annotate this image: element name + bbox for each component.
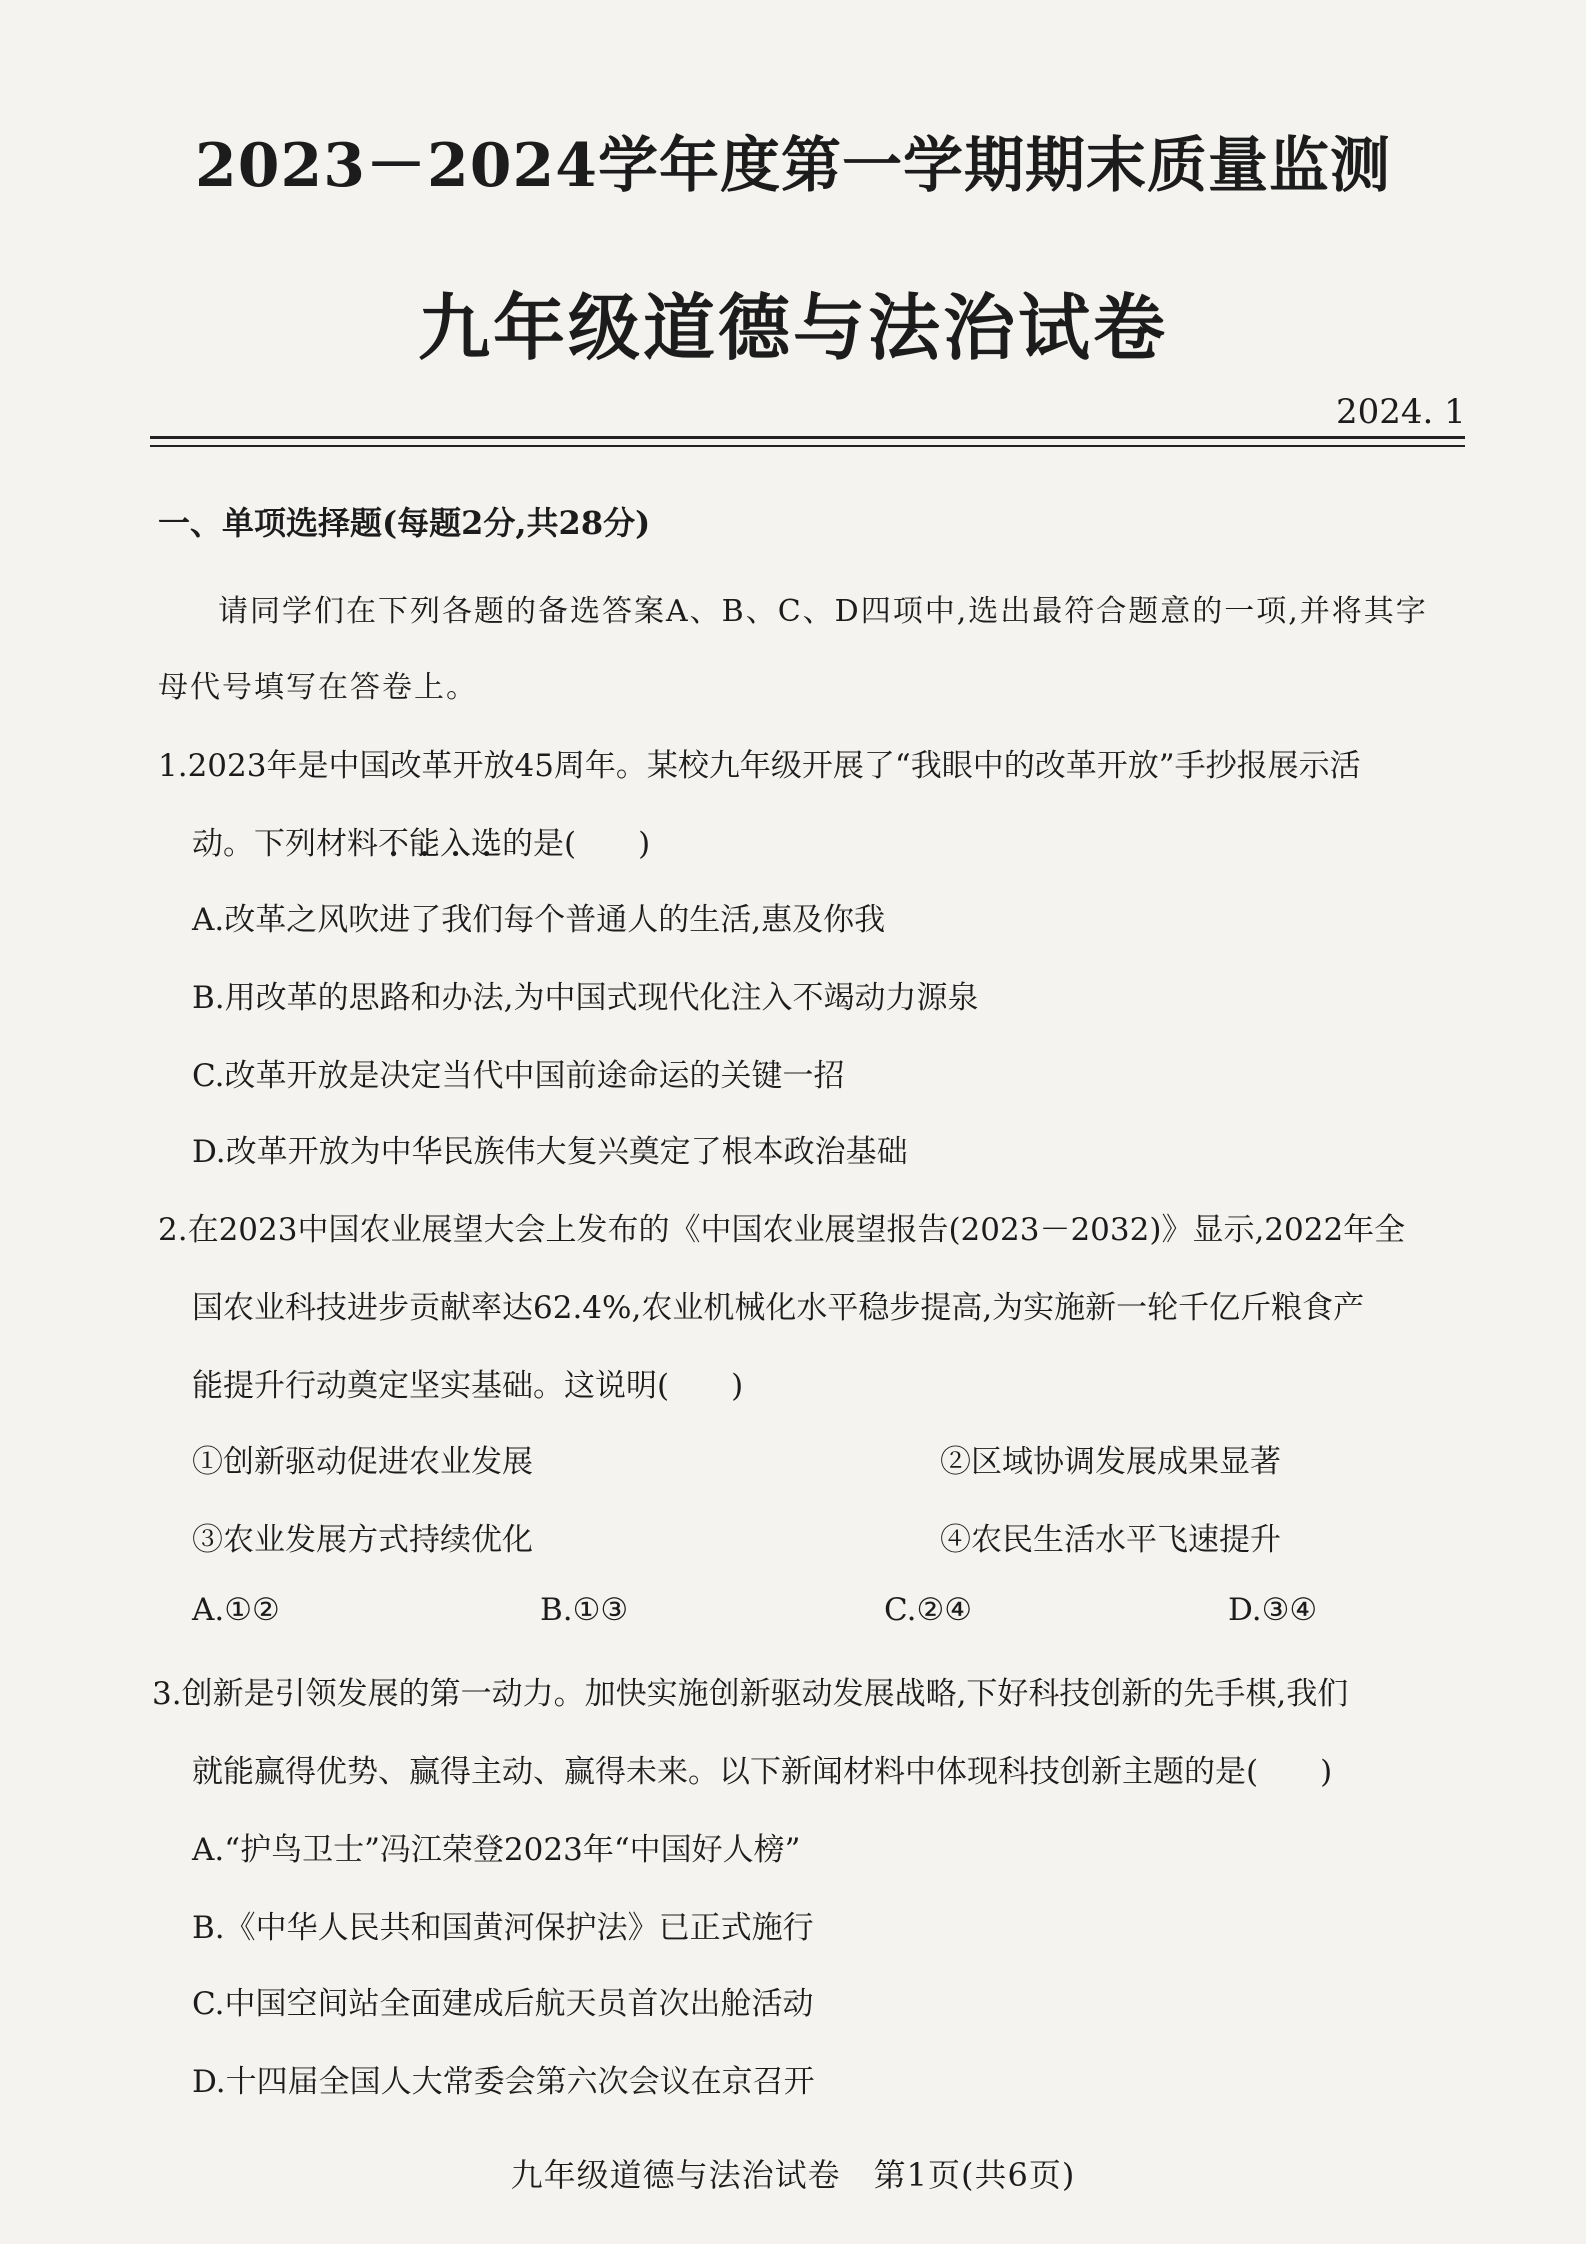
- q2-stem-line-3: 能提升行动奠定坚实基础。这说明( ): [192, 1368, 744, 1404]
- q1-option-c: C.改革开放是决定当代中国前途命运的关键一招: [192, 1058, 845, 1094]
- exam-date: 2024. 1: [1336, 392, 1466, 432]
- q3-option-c: C.中国空间站全面建成后航天员首次出舱活动: [192, 1986, 814, 2022]
- q2-option-b: B.①③: [540, 1592, 629, 1628]
- q3-stem-line-1: 3.创新是引领发展的第一动力。加快实施创新驱动发展战略,下好科技创新的先手棋,我们: [152, 1676, 1349, 1712]
- exam-subtitle: 九年级道德与法治试卷: [417, 285, 1168, 370]
- q1-option-b: B.用改革的思路和办法,为中国式现代化注入不竭动力源泉: [192, 980, 979, 1016]
- q1-stem-pre: 动。下列材料: [192, 826, 378, 862]
- q2-stem-line-1: 2.在2023中国农业展望大会上发布的《中国农业展望报告(2023－2032)》显示,2022年全: [158, 1212, 1406, 1248]
- q3-option-d: D.十四届全国人大常委会第六次会议在京召开: [192, 2064, 815, 2100]
- q2-item-2: ②区域协调发展成果显著: [940, 1444, 1281, 1480]
- section-heading: 一、单项选择题(每题2分,共28分): [158, 504, 651, 542]
- q1-option-a: A.改革之风吹进了我们每个普通人的生活,惠及你我: [192, 902, 886, 938]
- header-rule-thick: [150, 436, 1465, 439]
- exam-title: 2023－2024学年度第一学期期末质量监测: [195, 131, 1391, 201]
- q3-option-b: B.《中华人民共和国黄河保护法》已正式施行: [192, 1910, 814, 1946]
- header-rule-thin: [150, 445, 1465, 447]
- q2-option-a: A.①②: [192, 1592, 280, 1628]
- q1-emph-char-1: 不: [378, 826, 409, 862]
- q2-item-4: ④农民生活水平飞速提升: [940, 1522, 1281, 1558]
- q3-stem-line-2: 就能赢得优势、赢得主动、赢得未来。以下新闻材料中体现科技创新主题的是( ): [192, 1754, 1333, 1790]
- q1-emph-char-3: 入: [440, 826, 471, 862]
- q1-stem-post: 的是( ): [502, 826, 651, 862]
- q1-stem-line-2: [192, 818, 650, 863]
- instruction-line-1: 请同学们在下列各题的备选答案A、B、C、D四项中,选出最符合题意的一项,并将其字: [218, 594, 1428, 629]
- q2-item-3: ③农业发展方式持续优化: [192, 1522, 533, 1558]
- q1-emph-char-2: 能: [409, 826, 440, 862]
- q1-option-d: D.改革开放为中华民族伟大复兴奠定了根本政治基础: [192, 1134, 908, 1170]
- q2-item-1: ①创新驱动促进农业发展: [192, 1444, 533, 1480]
- q2-option-c: C.②④: [884, 1592, 973, 1628]
- page-footer: 九年级道德与法治试卷 第1页(共6页): [510, 2156, 1076, 2194]
- q2-stem-line-2: 国农业科技进步贡献率达62.4%,农业机械化水平稳步提高,为实施新一轮千亿斤粮食产: [192, 1290, 1365, 1326]
- instruction-line-2: 母代号填写在答卷上。: [158, 670, 478, 705]
- q3-option-a: A.“护鸟卫士”冯江荣登2023年“中国好人榜”: [192, 1832, 801, 1868]
- q2-option-d: D.③④: [1228, 1592, 1318, 1628]
- q1-emph-char-4: 选: [471, 826, 502, 862]
- q1-stem-line-1: 1.2023年是中国改革开放45周年。某校九年级开展了“我眼中的改革开放”手抄报展示活: [158, 748, 1361, 784]
